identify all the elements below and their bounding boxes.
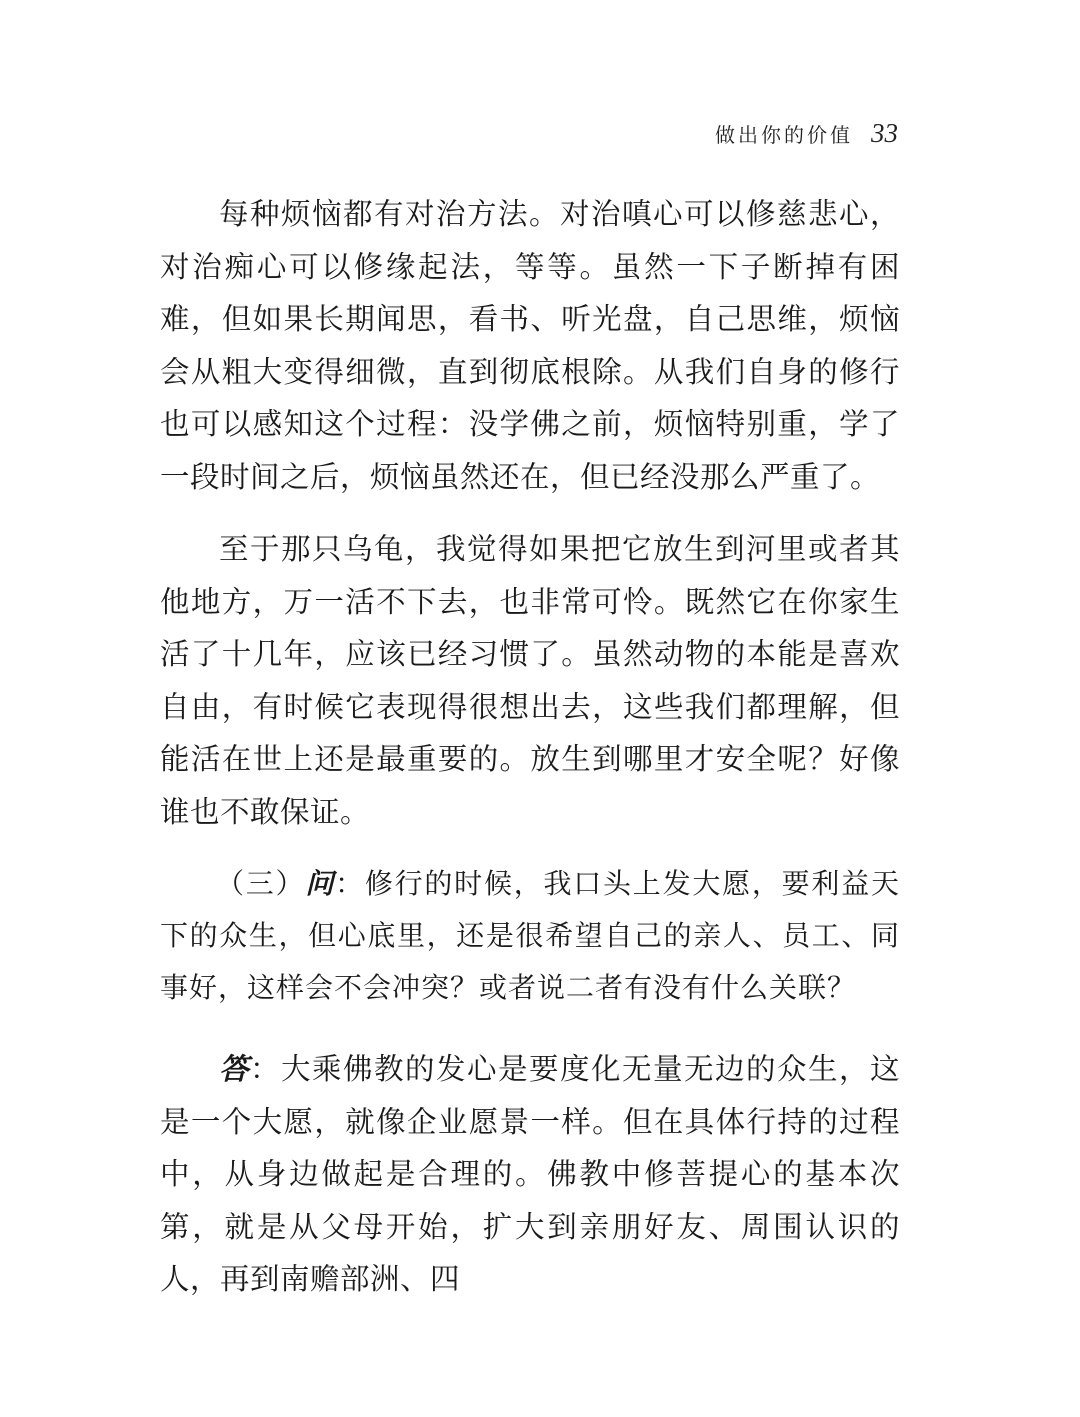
running-header [715, 118, 898, 149]
paragraph-afflictions-antidotes [160, 188, 900, 503]
question-number: （三） [216, 867, 306, 900]
question-block [160, 858, 900, 1014]
paragraph-text: 至于那只乌龟，我觉得如果把它放生到河里或者其他地方，万一活不下去，也非常可怜。既然它在你家生活了十几年，应该已经习惯了。虽然动物的本能是喜欢自由，有时候它表现得很想出去，这些我们都理解，但能活在世上还是最重要的。放生到哪里才安全呢？好像谁也不敢保证。 [160, 532, 900, 829]
answer-label: 答 [219, 1051, 250, 1086]
answer-colon: ： [250, 1052, 281, 1086]
answer-text: 大乘佛教的发心是要度化无量无边的众生，这是一个大愿，就像企业愿景一样。但在具体行持的过程中，从身边做起是合理的。佛教中修菩提心的基本次第，就是从父母开始，扩大到亲朋好友、周围认识的人，再到南赡部洲、四 [160, 1052, 900, 1296]
paragraph-text: 每种烦恼都有对治方法。对治嗔心可以修慈悲心，对治痴心可以修缘起法，等等。虽然一下子断掉有困难，但如果长期闻思，看书、听光盘，自己思维，烦恼会从粗大变得细微，直到彻底根除。从我们自身的修行也可以感知这个过程：没学佛之前，烦恼特别重，学了一段时间之后，烦恼虽然还在，但已经没那么严重了。 [160, 197, 900, 494]
answer-block [160, 1043, 900, 1306]
question-text: 修行的时候，我口头上发大愿，要利益天下的众生，但心底里，还是很希望自己的亲人、员工、同事好，这样会不会冲突？或者说二者有没有什么关联？ [160, 867, 900, 1004]
question-label: 问 [305, 867, 336, 900]
question-colon: ： [335, 867, 365, 900]
page-number: 33 [871, 118, 898, 148]
answer-text-block [160, 1043, 900, 1306]
running-title: 做出你的价值 [715, 123, 853, 147]
question-text-block [160, 858, 900, 1014]
paragraph-turtle-release [160, 523, 900, 838]
